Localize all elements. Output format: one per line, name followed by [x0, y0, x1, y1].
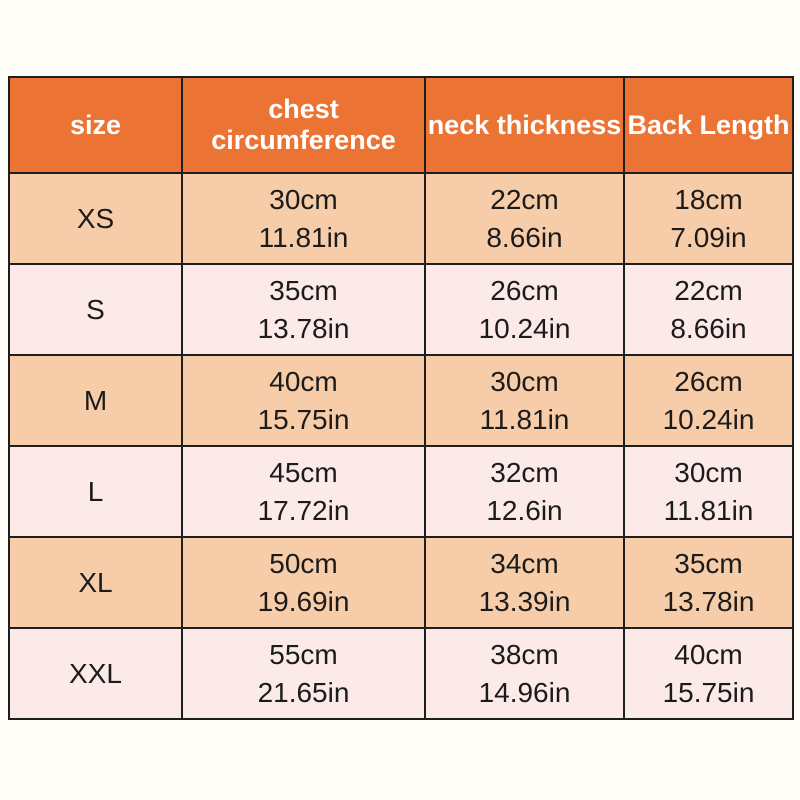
value-in: 10.24in: [478, 312, 571, 344]
table-row-l: [9, 446, 793, 537]
chest-cell: [182, 264, 425, 355]
size-cell: XXL: [9, 628, 182, 719]
back-cell: [624, 446, 793, 537]
table-row-xs: [9, 173, 793, 264]
neck-cell: [425, 264, 624, 355]
value-cm: 22cm: [490, 183, 559, 215]
chest-cell: [182, 173, 425, 264]
value-in: 11.81in: [479, 403, 570, 435]
neck-cell: [425, 537, 624, 628]
value-cm: 26cm: [674, 365, 743, 397]
neck-cell: [425, 355, 624, 446]
value-cm: 26cm: [490, 274, 559, 306]
value-in: 11.81in: [663, 494, 754, 526]
table-row-xxl: [9, 628, 793, 719]
chest-cell: [182, 537, 425, 628]
value-in: 13.78in: [257, 312, 350, 344]
size-cell: XL: [9, 537, 182, 628]
size-cell: XS: [9, 173, 182, 264]
value-in: 7.09in: [670, 221, 747, 253]
back-cell: [624, 264, 793, 355]
value-cm: 40cm: [269, 365, 338, 397]
value-cm: 45cm: [269, 456, 338, 488]
value-in: 19.69in: [257, 585, 350, 617]
value-in: 15.75in: [257, 403, 350, 435]
back-cell: [624, 173, 793, 264]
back-cell: [624, 537, 793, 628]
value-cm: 18cm: [674, 183, 743, 215]
value-cm: 38cm: [490, 638, 559, 670]
value-in: 8.66in: [670, 312, 747, 344]
header-neck-thickness: neck thickness: [425, 77, 624, 173]
header-chest-circumference: chest circumference: [182, 77, 425, 173]
neck-cell: [425, 628, 624, 719]
value-cm: 32cm: [490, 456, 559, 488]
chest-cell: [182, 355, 425, 446]
size-cell: L: [9, 446, 182, 537]
header-size: size: [9, 77, 182, 173]
value-cm: 30cm: [674, 456, 743, 488]
back-cell: [624, 628, 793, 719]
back-cell: [624, 355, 793, 446]
value-in: 15.75in: [662, 676, 755, 708]
value-in: 21.65in: [257, 676, 350, 708]
value-in: 17.72in: [257, 494, 350, 526]
header-back-length: Back Length: [624, 77, 793, 173]
value-cm: 30cm: [269, 183, 338, 215]
neck-cell: [425, 173, 624, 264]
value-cm: 30cm: [490, 365, 559, 397]
size-cell: M: [9, 355, 182, 446]
value-cm: 35cm: [269, 274, 338, 306]
chest-cell: [182, 628, 425, 719]
value-in: 11.81in: [258, 221, 349, 253]
chest-cell: [182, 446, 425, 537]
value-in: 8.66in: [486, 221, 563, 253]
value-cm: 50cm: [269, 547, 338, 579]
value-cm: 40cm: [674, 638, 743, 670]
value-cm: 55cm: [269, 638, 338, 670]
value-in: 13.78in: [662, 585, 755, 617]
value-cm: 34cm: [490, 547, 559, 579]
value-in: 14.96in: [478, 676, 571, 708]
header-row: [9, 77, 793, 173]
neck-cell: [425, 446, 624, 537]
value-in: 10.24in: [662, 403, 755, 435]
table-row-xl: [9, 537, 793, 628]
value-cm: 35cm: [674, 547, 743, 579]
value-in: 13.39in: [478, 585, 571, 617]
table-row-m: [9, 355, 793, 446]
value-in: 12.6in: [486, 494, 563, 526]
value-cm: 22cm: [674, 274, 743, 306]
size-chart-table: [8, 76, 794, 720]
table-row-s: [9, 264, 793, 355]
size-cell: S: [9, 264, 182, 355]
